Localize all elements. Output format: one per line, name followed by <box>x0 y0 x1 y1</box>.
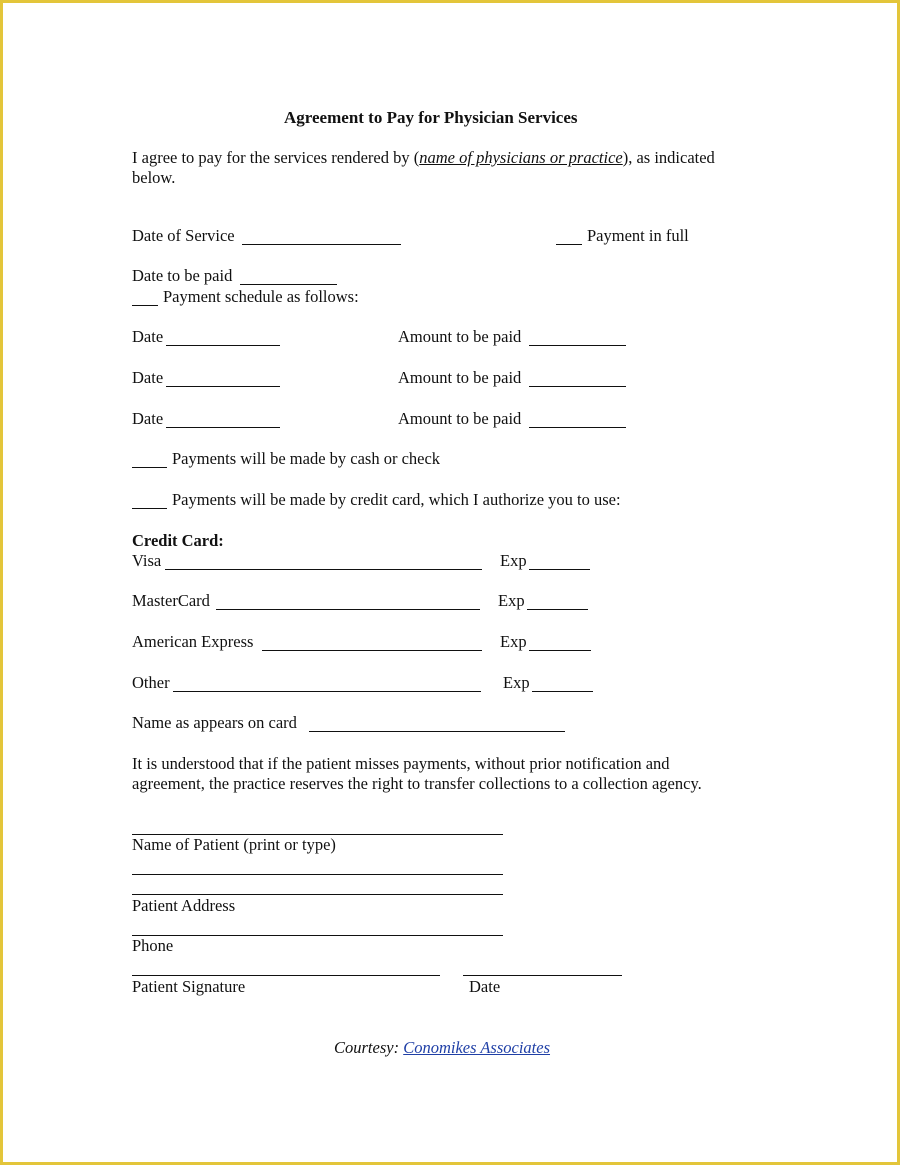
schedule-date-label: Date <box>132 368 164 387</box>
schedule-date-field[interactable] <box>166 345 280 346</box>
schedule-amount-label: Amount to be paid <box>398 327 522 346</box>
patient-name-label: Name of Patient (print or type) <box>132 835 336 854</box>
date-to-be-paid-field[interactable] <box>240 284 337 285</box>
schedule-amount-field[interactable] <box>529 345 626 346</box>
exp-label: Exp <box>498 591 525 610</box>
exp-label: Exp <box>500 632 527 651</box>
card-amex-exp-field[interactable] <box>529 650 591 651</box>
exp-label: Exp <box>500 551 527 570</box>
patient-address-label: Patient Address <box>132 896 236 915</box>
patient-signature-label: Patient Signature <box>132 977 246 996</box>
card-visa-field[interactable] <box>165 569 482 570</box>
signature-date-field[interactable] <box>463 975 622 976</box>
schedule-date-label: Date <box>132 327 164 346</box>
courtesy-label: Courtesy: <box>334 1038 400 1057</box>
credit-card-checkbox[interactable] <box>132 508 167 509</box>
card-visa-exp-field[interactable] <box>529 569 590 570</box>
schedule-date-field[interactable] <box>166 386 280 387</box>
credit-card-option-label: Payments will be made by credit card, which I authorize you to use: <box>172 490 621 509</box>
intro-line2: below. <box>132 168 176 187</box>
notice-line2: agreement, the practice reserves the right to transfer collections to a collection agency. <box>132 774 702 793</box>
name-on-card-label: Name as appears on card <box>132 713 297 732</box>
patient-signature-field[interactable] <box>132 975 440 976</box>
card-amex-field[interactable] <box>262 650 482 651</box>
card-mastercard-field[interactable] <box>216 609 480 610</box>
name-on-card-field[interactable] <box>309 731 565 732</box>
intro-after: ), as indicated <box>622 148 715 167</box>
schedule-amount-field[interactable] <box>529 386 626 387</box>
document-title: Agreement to Pay for Physician Services <box>284 108 578 127</box>
schedule-date-label: Date <box>132 409 164 428</box>
intro-text <box>132 148 715 168</box>
card-mastercard-label: MasterCard <box>132 591 210 610</box>
practice-name: name of physicians or practice <box>419 148 623 167</box>
courtesy-link[interactable]: Conomikes Associates <box>403 1038 551 1057</box>
patient-address-field-1[interactable] <box>132 874 503 875</box>
card-mastercard-exp-field[interactable] <box>527 609 588 610</box>
card-amex-label: American Express <box>132 632 254 651</box>
payment-in-full-checkbox[interactable] <box>556 244 582 245</box>
schedule-amount-label: Amount to be paid <box>398 409 522 428</box>
patient-address-field-2[interactable] <box>132 894 503 895</box>
schedule-amount-label: Amount to be paid <box>398 368 522 387</box>
schedule-date-field[interactable] <box>166 427 280 428</box>
card-other-field[interactable] <box>173 691 481 692</box>
notice-line1: It is understood that if the patient misses payments, without prior notification and <box>132 754 670 773</box>
card-visa-label: Visa <box>132 551 162 570</box>
date-of-service-field[interactable] <box>242 244 401 245</box>
date-to-be-paid-label: Date to be paid <box>132 266 233 285</box>
courtesy-line <box>334 1038 550 1058</box>
phone-label: Phone <box>132 936 174 955</box>
date-of-service-label: Date of Service <box>132 226 235 245</box>
payment-schedule-checkbox[interactable] <box>132 305 158 306</box>
signature-date-label: Date <box>469 977 501 996</box>
card-other-exp-field[interactable] <box>532 691 593 692</box>
exp-label: Exp <box>503 673 530 692</box>
intro-before: I agree to pay for the services rendered by ( <box>132 148 420 167</box>
card-other-label: Other <box>132 673 170 692</box>
cash-check-label: Payments will be made by cash or check <box>172 449 441 468</box>
payment-schedule-label: Payment schedule as follows: <box>163 287 359 306</box>
payment-in-full-label: Payment in full <box>587 226 689 245</box>
phone-field[interactable] <box>132 935 503 936</box>
credit-card-heading: Credit Card: <box>132 531 224 550</box>
cash-check-checkbox[interactable] <box>132 467 167 468</box>
schedule-amount-field[interactable] <box>529 427 626 428</box>
